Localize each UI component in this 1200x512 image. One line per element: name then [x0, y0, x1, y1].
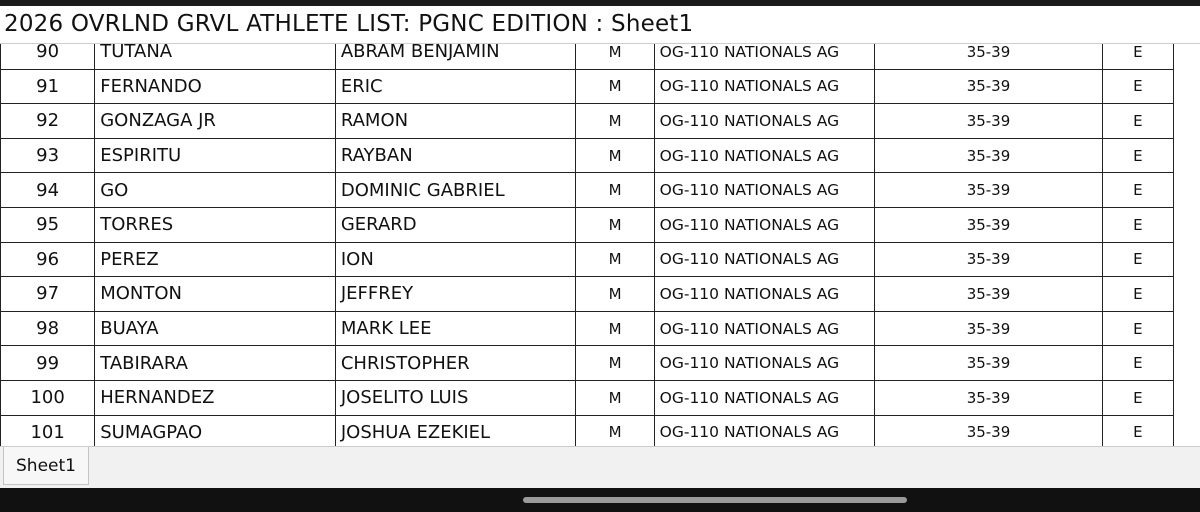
cell-first-name[interactable]: RAYBAN — [335, 138, 576, 173]
cell-row-number[interactable]: 101 — [1, 415, 95, 446]
cell-last-name[interactable]: TORRES — [95, 207, 336, 242]
cell-first-name[interactable]: CHRISTOPHER — [335, 346, 576, 381]
cell-row-number[interactable]: 95 — [1, 207, 95, 242]
home-indicator[interactable] — [523, 497, 907, 503]
cell-first-name[interactable]: JEFFREY — [335, 277, 576, 312]
cell-category[interactable]: OG-110 NATIONALS AG — [654, 415, 875, 446]
cell-gender[interactable]: M — [576, 346, 654, 381]
cell-wave[interactable]: E — [1102, 380, 1173, 415]
cell-wave[interactable]: E — [1102, 69, 1173, 104]
cell-age-group[interactable]: 35-39 — [875, 69, 1103, 104]
cell-wave[interactable]: E — [1102, 44, 1173, 69]
cell-gender[interactable]: M — [576, 415, 654, 446]
cell-last-name[interactable]: HERNANDEZ — [95, 380, 336, 415]
cell-gender[interactable]: M — [576, 311, 654, 346]
cell-age-group[interactable]: 35-39 — [875, 415, 1103, 446]
sheet-tab-sheet1[interactable]: Sheet1 — [3, 447, 89, 485]
cell-category[interactable]: OG-110 NATIONALS AG — [654, 138, 875, 173]
cell-first-name[interactable]: MARK LEE — [335, 311, 576, 346]
cell-age-group[interactable]: 35-39 — [875, 346, 1103, 381]
cell-row-number[interactable]: 91 — [1, 69, 95, 104]
table-row — [1, 277, 1174, 312]
cell-category[interactable]: OG-110 NATIONALS AG — [654, 311, 875, 346]
cell-row-number[interactable]: 98 — [1, 311, 95, 346]
sheet-tab-bar — [0, 446, 1200, 488]
cell-last-name[interactable]: BUAYA — [95, 311, 336, 346]
cell-last-name[interactable]: FERNANDO — [95, 69, 336, 104]
cell-wave[interactable]: E — [1102, 346, 1173, 381]
table-row — [1, 311, 1174, 346]
cell-row-number[interactable]: 94 — [1, 173, 95, 208]
table-row — [1, 44, 1174, 69]
cell-last-name[interactable]: GO — [95, 173, 336, 208]
athlete-table — [0, 44, 1174, 446]
cell-category[interactable]: OG-110 NATIONALS AG — [654, 173, 875, 208]
cell-first-name[interactable]: GERARD — [335, 207, 576, 242]
table-row — [1, 104, 1174, 139]
cell-first-name[interactable]: RAMON — [335, 104, 576, 139]
document-title: 2026 OVRLND GRVL ATHLETE LIST: PGNC EDITION : Sheet1 — [4, 11, 694, 37]
cell-first-name[interactable]: JOSELITO LUIS — [335, 380, 576, 415]
cell-age-group[interactable]: 35-39 — [875, 138, 1103, 173]
cell-gender[interactable]: M — [576, 277, 654, 312]
cell-last-name[interactable]: TABIRARA — [95, 346, 336, 381]
cell-age-group[interactable]: 35-39 — [875, 242, 1103, 277]
cell-gender[interactable]: M — [576, 380, 654, 415]
cell-gender[interactable]: M — [576, 173, 654, 208]
cell-first-name[interactable]: ABRAM BENJAMIN — [335, 44, 576, 69]
cell-last-name[interactable]: MONTON — [95, 277, 336, 312]
cell-category[interactable]: OG-110 NATIONALS AG — [654, 380, 875, 415]
cell-first-name[interactable]: DOMINIC GABRIEL — [335, 173, 576, 208]
cell-last-name[interactable]: PEREZ — [95, 242, 336, 277]
cell-category[interactable]: OG-110 NATIONALS AG — [654, 242, 875, 277]
cell-last-name[interactable]: ESPIRITU — [95, 138, 336, 173]
spreadsheet-grid[interactable] — [0, 44, 1200, 446]
cell-gender[interactable]: M — [576, 207, 654, 242]
cell-age-group[interactable]: 35-39 — [875, 311, 1103, 346]
cell-row-number[interactable]: 100 — [1, 380, 95, 415]
cell-gender[interactable]: M — [576, 44, 654, 69]
cell-row-number[interactable]: 97 — [1, 277, 95, 312]
table-row — [1, 415, 1174, 446]
cell-first-name[interactable]: JOSHUA EZEKIEL — [335, 415, 576, 446]
table-row — [1, 207, 1174, 242]
cell-category[interactable]: OG-110 NATIONALS AG — [654, 207, 875, 242]
cell-wave[interactable]: E — [1102, 207, 1173, 242]
cell-category[interactable]: OG-110 NATIONALS AG — [654, 346, 875, 381]
cell-age-group[interactable]: 35-39 — [875, 44, 1103, 69]
cell-wave[interactable]: E — [1102, 311, 1173, 346]
cell-category[interactable]: OG-110 NATIONALS AG — [654, 277, 875, 312]
cell-age-group[interactable]: 35-39 — [875, 104, 1103, 139]
cell-row-number[interactable]: 90 — [1, 44, 95, 69]
cell-gender[interactable]: M — [576, 69, 654, 104]
cell-wave[interactable]: E — [1102, 277, 1173, 312]
table-row — [1, 346, 1174, 381]
cell-last-name[interactable]: SUMAGPAO — [95, 415, 336, 446]
cell-category[interactable]: OG-110 NATIONALS AG — [654, 104, 875, 139]
cell-age-group[interactable]: 35-39 — [875, 277, 1103, 312]
cell-gender[interactable]: M — [576, 242, 654, 277]
cell-row-number[interactable]: 93 — [1, 138, 95, 173]
cell-last-name[interactable]: TUTANA — [95, 44, 336, 69]
cell-wave[interactable]: E — [1102, 173, 1173, 208]
cell-gender[interactable]: M — [576, 104, 654, 139]
system-nav-bar — [0, 488, 1200, 512]
cell-age-group[interactable]: 35-39 — [875, 173, 1103, 208]
cell-category[interactable]: OG-110 NATIONALS AG — [654, 69, 875, 104]
table-row — [1, 173, 1174, 208]
table-row — [1, 138, 1174, 173]
cell-gender[interactable]: M — [576, 138, 654, 173]
cell-age-group[interactable]: 35-39 — [875, 380, 1103, 415]
cell-first-name[interactable]: ERIC — [335, 69, 576, 104]
cell-first-name[interactable]: ION — [335, 242, 576, 277]
cell-wave[interactable]: E — [1102, 138, 1173, 173]
cell-row-number[interactable]: 99 — [1, 346, 95, 381]
table-row — [1, 380, 1174, 415]
table-row — [1, 242, 1174, 277]
cell-wave[interactable]: E — [1102, 415, 1173, 446]
cell-row-number[interactable]: 96 — [1, 242, 95, 277]
title-bar — [0, 6, 1200, 44]
cell-age-group[interactable]: 35-39 — [875, 207, 1103, 242]
table-row — [1, 69, 1174, 104]
cell-last-name[interactable]: GONZAGA JR — [95, 104, 336, 139]
cell-row-number[interactable]: 92 — [1, 104, 95, 139]
cell-wave[interactable]: E — [1102, 104, 1173, 139]
cell-category[interactable]: OG-110 NATIONALS AG — [654, 44, 875, 69]
cell-wave[interactable]: E — [1102, 242, 1173, 277]
